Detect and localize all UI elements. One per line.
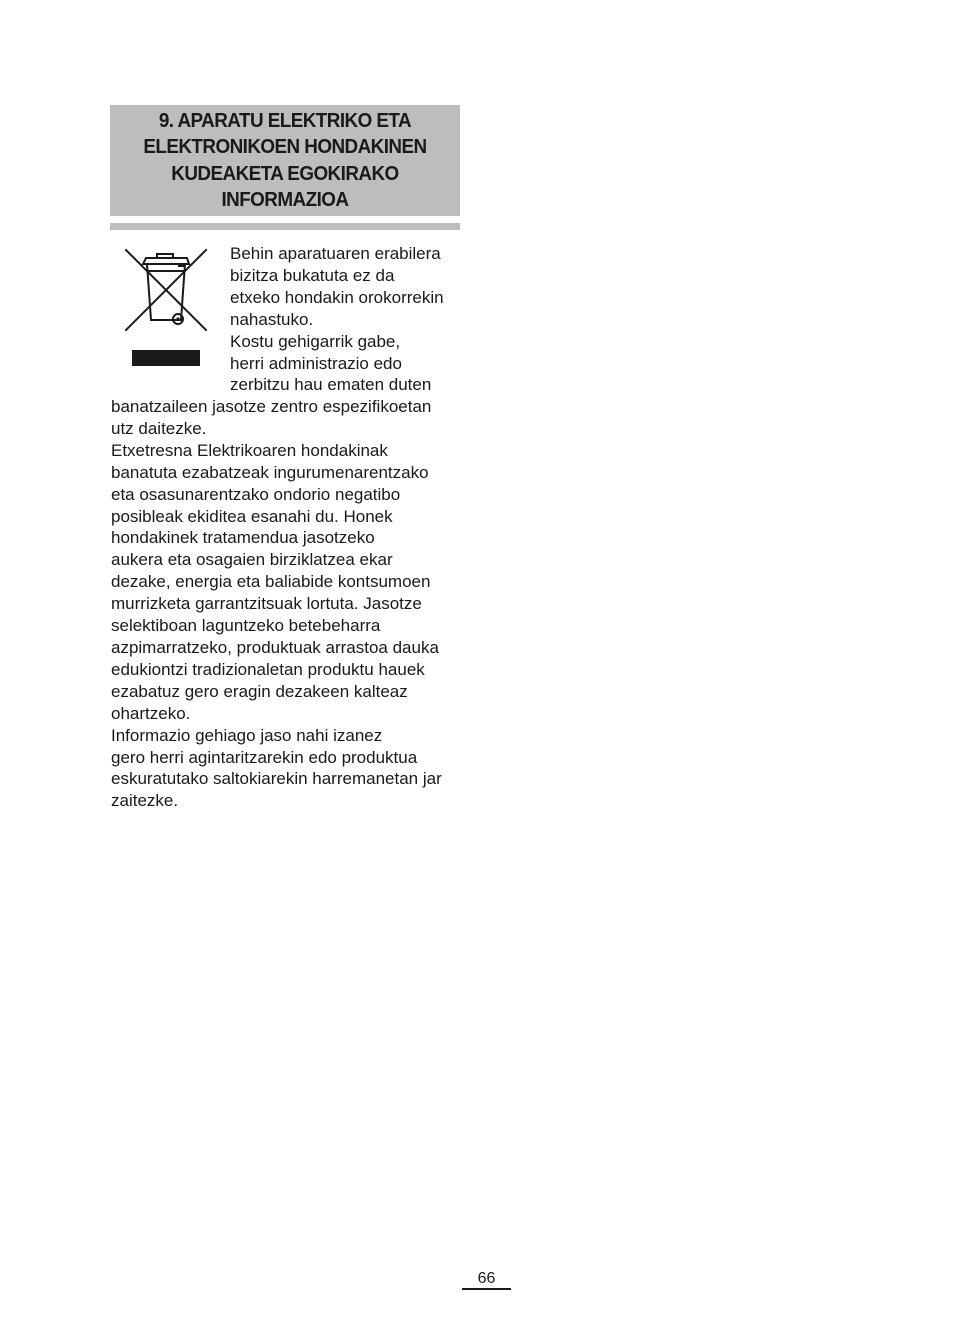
heading-divider: [110, 223, 460, 230]
section-heading-box: [110, 105, 460, 216]
page-number: 66: [477, 1270, 496, 1287]
section-title: 9. APARATU ELEKTRIKO ETA ELEKTRONIKOEN HONDAKINEN KUDEAKETA EGOKIRAKO INFORMAZIOA: [143, 108, 427, 211]
crossed-out-wheelie-bin-icon: [120, 244, 212, 368]
page-number-underline: [462, 1288, 511, 1290]
main-paragraph: banatzaileen jasotze zentro espezifikoetan utz daitezke. Etxetresna Elektrikoaren hondakinak banatuta ezabatzeak ingurumenarentzako eta osasunarentzako ondorio negatibo posibleak ekiditea esanahi du. Honek hondakinek tratamendua jasotzeko aukera eta osagaien birziklatzea ekar dezake, energia eta baliabide kontsumoen murrizketa garrantzitsuak lortuta. Jasotze selektiboan laguntzeko betebeharra azpimarratzeko, produktuak arrastoa dauka edukiontzi tradizionaletan produktu hauek ezabatuz gero eragin dezakeen kalteaz ohartzeko. Informazio gehiago jaso nahi izanez gero herri agintaritzarekin edo produktua eskuratutako saltokiarekin harremanetan jar zaitezke.: [111, 397, 442, 811]
intro-paragraph: Behin aparatuaren erabilera bizitza bukatuta ez da etxeko hondakin orokorrekin nahastuko. Kostu gehigarrik gabe, herri administrazio edo zerbitzu hau ematen duten: [230, 244, 444, 395]
